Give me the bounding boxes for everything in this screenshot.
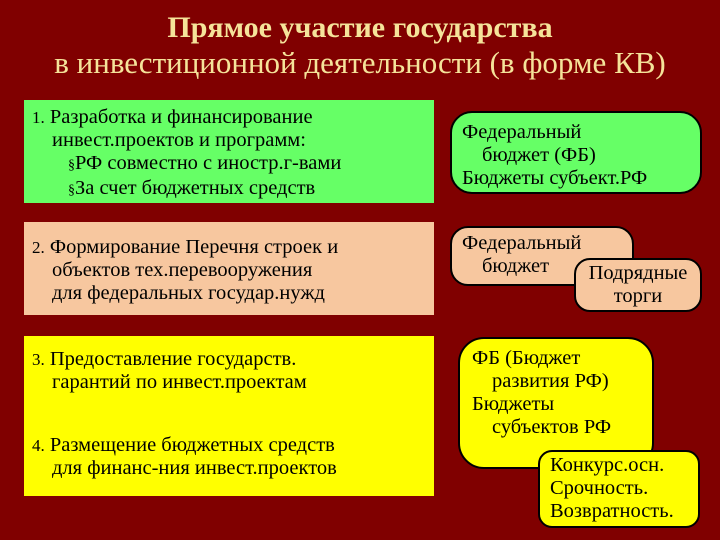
funding-source-3-line-2: развития РФ) xyxy=(492,370,609,392)
item-2-box xyxy=(24,222,434,315)
item-4-text-2: для финанс-ния инвест.проектов xyxy=(52,457,337,479)
item-2-text-3: для федеральных государ.нужд xyxy=(52,282,325,304)
item-3-text-1: Предоставление государств. xyxy=(49,348,297,370)
item-1-bullet-1 xyxy=(32,152,426,177)
item-3-text-2: гарантий по инвест.проектам xyxy=(52,371,307,393)
item-2-number: 2. xyxy=(32,238,45,257)
method-2-line-1: Подрядные xyxy=(588,262,688,284)
item-1-box xyxy=(24,100,434,203)
funding-source-1 xyxy=(450,111,702,194)
item-1-line-1 xyxy=(32,106,426,129)
principles-line-2: Срочность. xyxy=(550,477,649,499)
item-2-text-1: Формирование Перечня строек и xyxy=(49,236,339,258)
funding-source-2-line-1: Федеральный xyxy=(462,232,582,254)
item-4-line-1 xyxy=(32,434,426,457)
principles-line-1: Конкурс.осн. xyxy=(550,454,665,476)
funding-source-3-line-3: Бюджеты xyxy=(472,393,555,415)
slide-subtitle: в инвестиционной деятельности (в форме КВ) xyxy=(54,45,666,80)
item-2-line-1 xyxy=(32,236,426,259)
item-1-text-2: инвест.проектов и программ: xyxy=(52,129,306,151)
item-1-bullet-1-text: РФ совместно с иностр.г-вами xyxy=(75,152,342,174)
funding-source-1-line-2: бюджет (ФБ) xyxy=(482,144,596,166)
item-4-text-1: Размещение бюджетных средств xyxy=(49,434,335,456)
item-1-number: 1. xyxy=(32,108,45,127)
item-3-line-1 xyxy=(32,348,426,371)
funding-source-3-line-1: ФБ (Бюджет xyxy=(472,347,581,369)
slide-title: Прямое участие государства xyxy=(167,11,553,44)
principles-box xyxy=(538,450,700,528)
item-4-box xyxy=(24,426,434,496)
bullet-icon: § xyxy=(68,183,75,198)
item-4-number: 4. xyxy=(32,436,45,455)
item-1-text-1: Разработка и финансирование xyxy=(49,106,313,128)
item-2-text-2: объектов тех.перевооружения xyxy=(52,259,313,281)
funding-source-2-line-2: бюджет xyxy=(482,255,550,277)
funding-source-1-line-3: Бюджеты субъект.РФ xyxy=(462,167,648,189)
funding-source-3-line-4: субъектов РФ xyxy=(492,416,612,438)
principles-line-3: Возвратность. xyxy=(550,500,674,522)
item-1-bullet-2 xyxy=(32,177,426,202)
funding-source-1-line-1: Федеральный xyxy=(462,121,582,143)
method-2-line-2: торги xyxy=(613,285,663,307)
item-3-box xyxy=(24,336,434,428)
item-1-bullet-2-text: За счет бюджетных средств xyxy=(75,177,316,199)
method-2 xyxy=(574,258,702,312)
bullet-icon: § xyxy=(68,158,75,173)
item-3-number: 3. xyxy=(32,350,45,369)
